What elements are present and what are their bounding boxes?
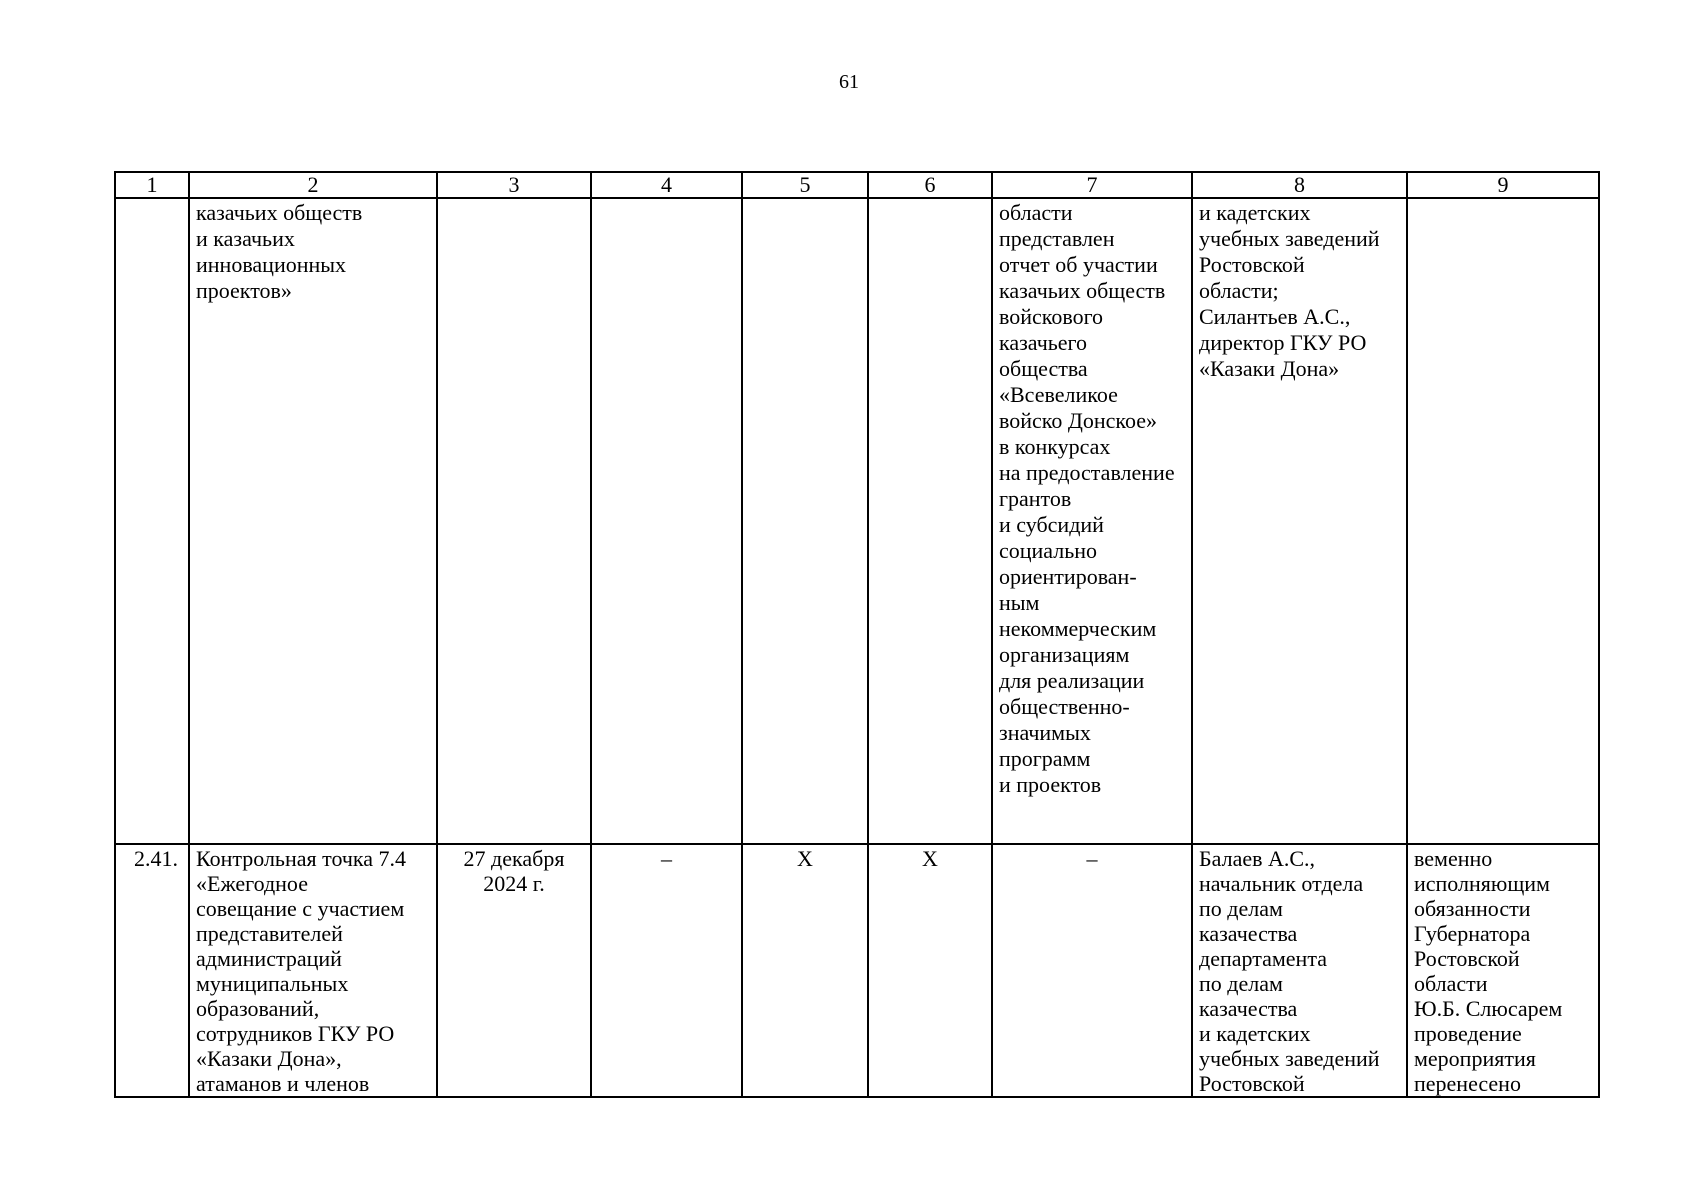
cell-col-6 bbox=[868, 198, 992, 844]
column-header-8: 8 bbox=[1192, 172, 1407, 198]
cell-number: 2.41. bbox=[115, 844, 189, 1097]
table-row bbox=[115, 844, 1599, 1097]
cell-deadline: 27 декабря 2024 г. bbox=[437, 844, 591, 1097]
page-number: 61 bbox=[839, 71, 859, 93]
cell-col-6: X bbox=[868, 844, 992, 1097]
cell-col-4 bbox=[591, 198, 742, 844]
cell-col-5 bbox=[742, 198, 868, 844]
cell-result: области представлен отчет об участии казачьих обществ войскового казачьего общества «Всевеликое войско Донское» в конкурсах на предоставление грантов и субсидий социально ориентирован- ным некоммерческим организациям для реализации общественно- значимых программ и проектов bbox=[992, 198, 1192, 844]
column-header-6: 6 bbox=[868, 172, 992, 198]
cell-event-name: казачьих обществ и казачьих инновационных проектов» bbox=[189, 198, 437, 844]
column-header-3: 3 bbox=[437, 172, 591, 198]
table-row bbox=[115, 198, 1599, 844]
column-header-5: 5 bbox=[742, 172, 868, 198]
column-header-9: 9 bbox=[1407, 172, 1599, 198]
cell-deadline bbox=[437, 198, 591, 844]
column-header-7: 7 bbox=[992, 172, 1192, 198]
cell-note bbox=[1407, 198, 1599, 844]
column-header-1: 1 bbox=[115, 172, 189, 198]
cell-responsible: и кадетских учебных заведений Ростовской области; Силантьев А.С., директор ГКУ РО «Казаки Дона» bbox=[1192, 198, 1407, 844]
cell-col-4: – bbox=[591, 844, 742, 1097]
schedule-table bbox=[114, 171, 1600, 1098]
cell-note: веменно исполняющим обязанности Губернатора Ростовской области Ю.Б. Слюсарем проведение мероприятия перенесено bbox=[1407, 844, 1599, 1097]
header-row bbox=[115, 172, 1599, 198]
cell-result: – bbox=[992, 844, 1192, 1097]
cell-event-name: Контрольная точка 7.4 «Ежегодное совещание с участием представителей администраций муниципальных образований, сотрудников ГКУ РО «Казаки Дона», атаманов и членов bbox=[189, 844, 437, 1097]
cell-number bbox=[115, 198, 189, 844]
cell-col-5: X bbox=[742, 844, 868, 1097]
column-header-2: 2 bbox=[189, 172, 437, 198]
cell-responsible: Балаев А.С., начальник отдела по делам казачества департамента по делам казачества и кадетских учебных заведений Ростовской bbox=[1192, 844, 1407, 1097]
column-header-4: 4 bbox=[591, 172, 742, 198]
